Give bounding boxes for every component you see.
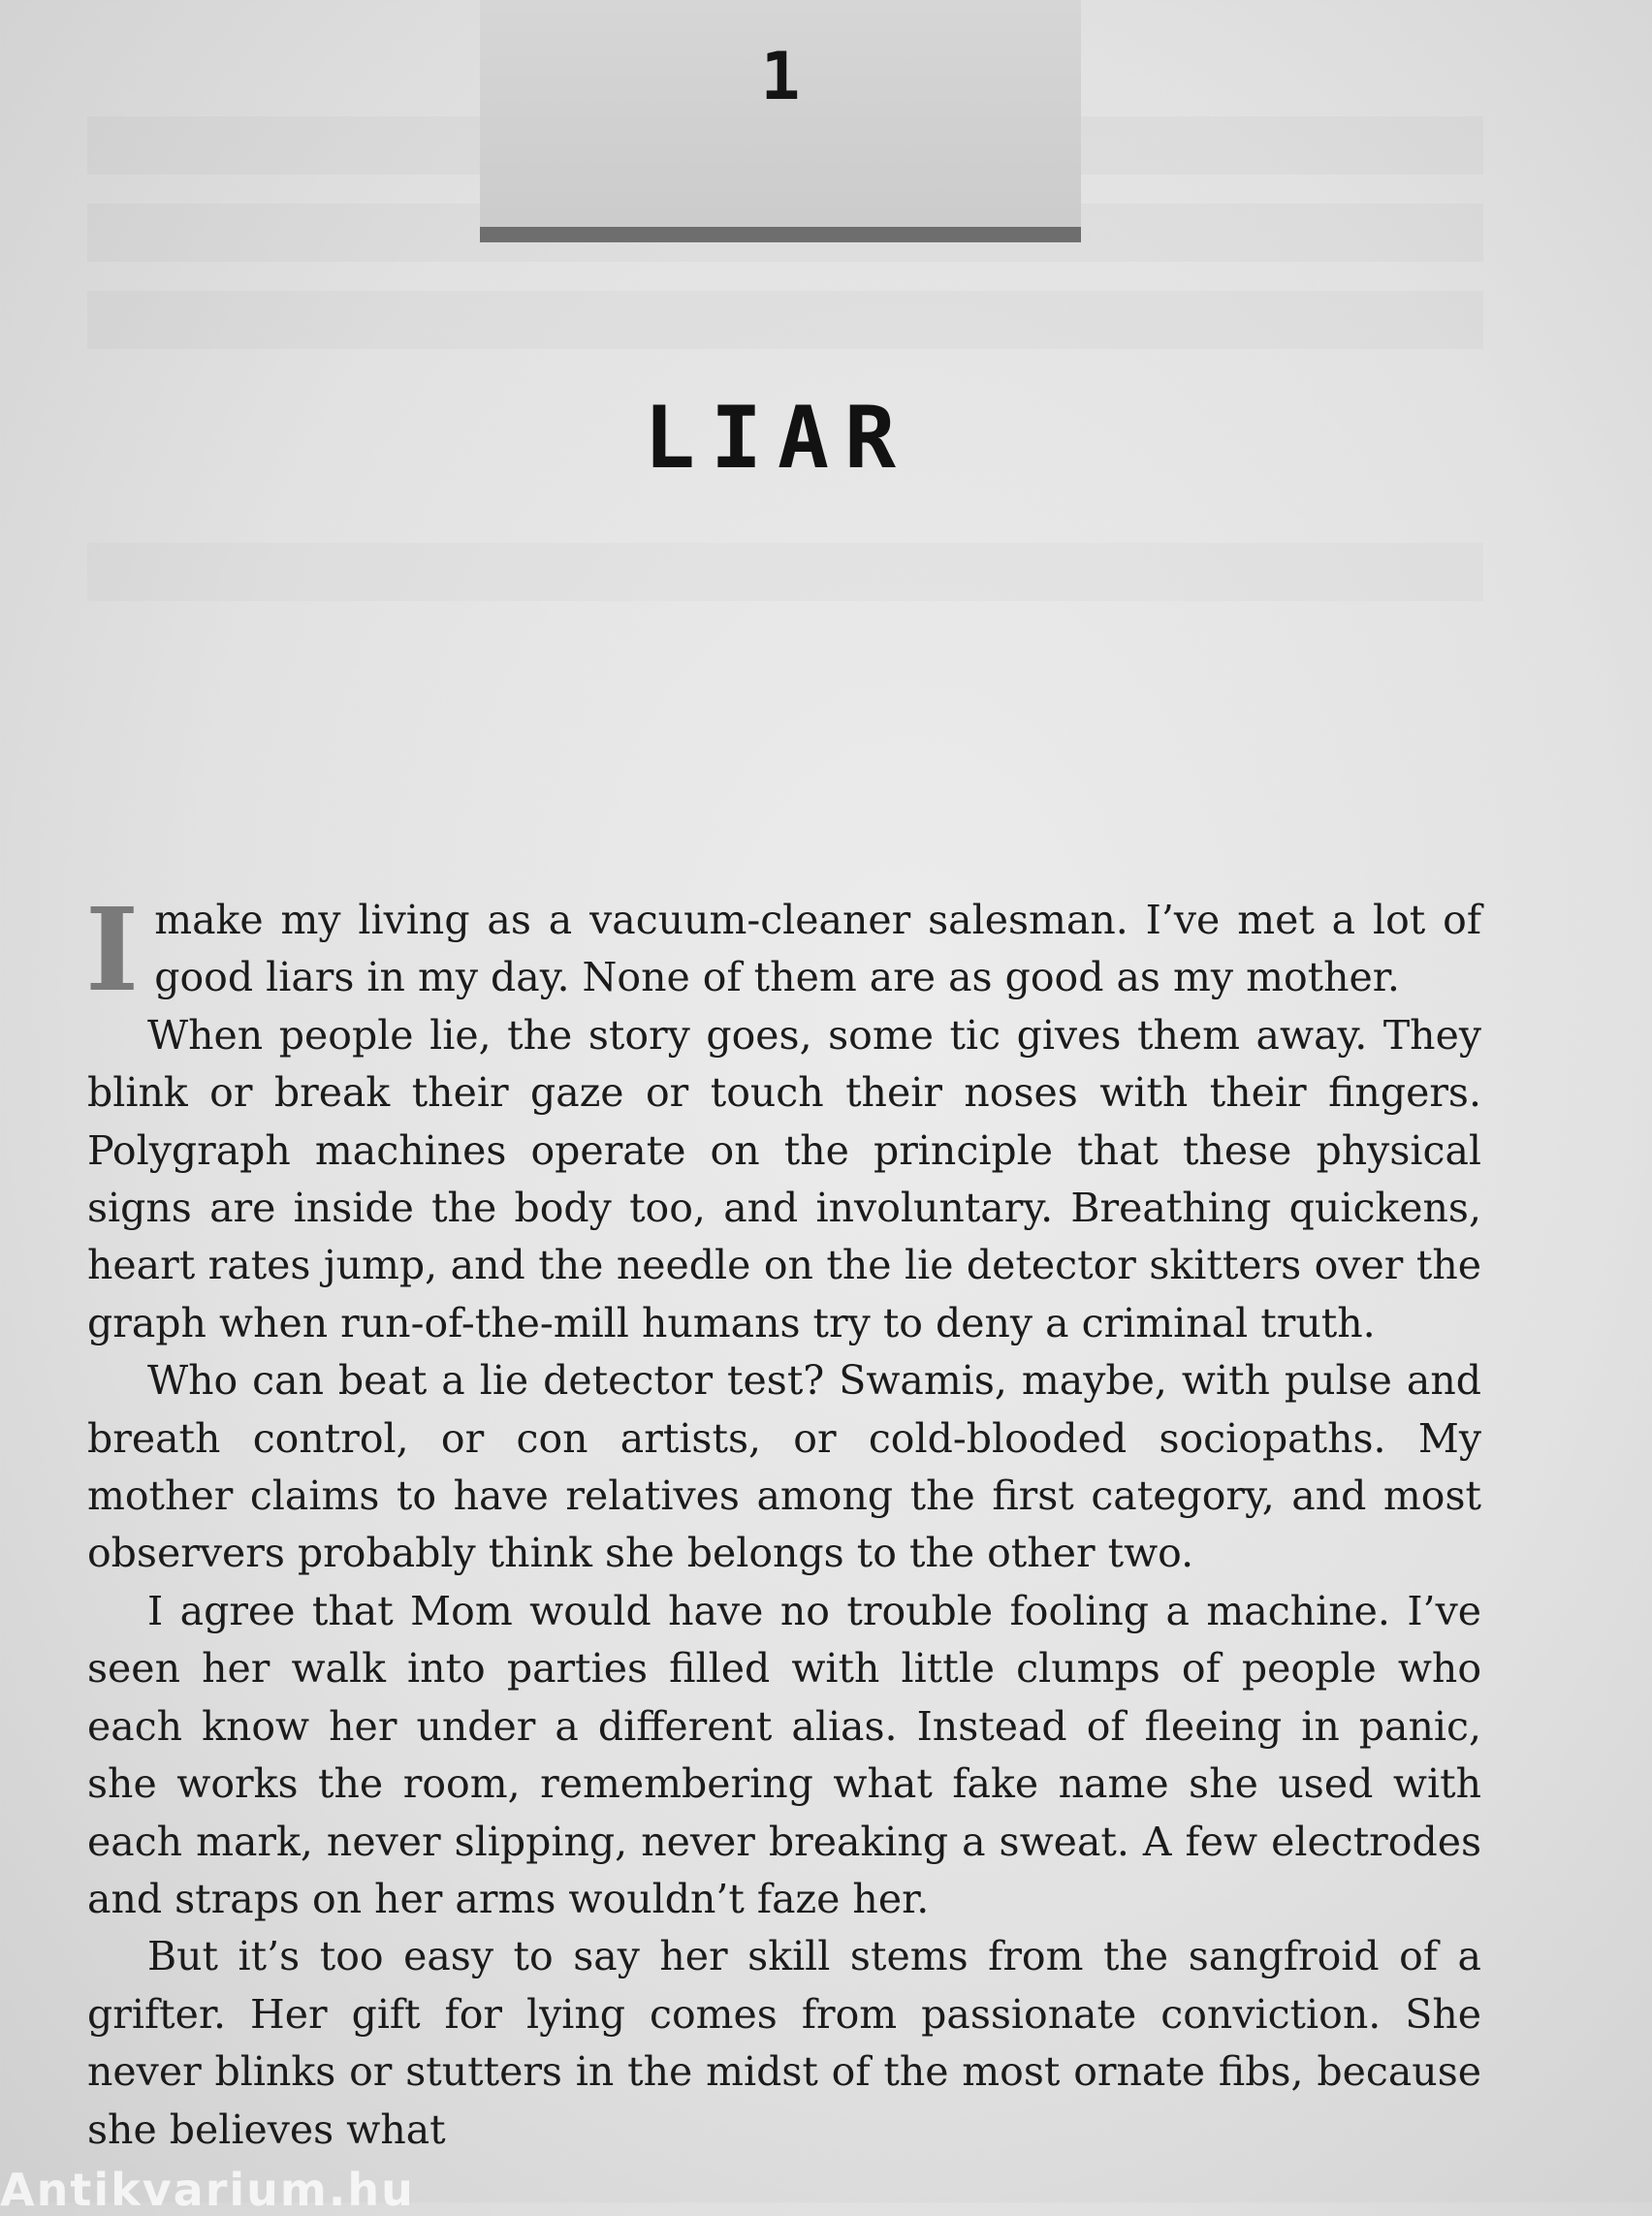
paragraph-4: I agree that Mom would have no trouble fooling a machine. I’ve seen her walk into parties filled with little clumps of people who each know her under a different alias. Instead of fleeing in panic, she works the room, remembering what fake name she used with each mark, never slipping, never breaking a sweat. A few electrodes and straps on her arms wouldn’t faze her. [87, 1587, 1481, 1922]
chapter-number: 1 [760, 39, 801, 115]
chapter-body [85, 882, 1481, 2159]
paragraph-1 [85, 882, 1481, 1017]
watermark: Antikvarium.hu [0, 2164, 415, 2216]
chapter-rule [480, 227, 1081, 242]
paragraph-5: But it’s too easy to say her skill stems from the sangfroid of a grifter. Her gift for lying comes from passionate conviction. She never blinks or stutters in the midst of the most ornate fibs, because she believes what [87, 1933, 1481, 2153]
paragraph-1-text: make my living as a vacuum-cleaner salesman. I’ve met a lot of good liars in my day. None of them are as good as my mother. [154, 897, 1481, 1001]
paragraph-2: When people lie, the story goes, some tic gives them away. They blink or break their gaze or touch their noses with their fingers. Polygraph machines operate on the principle that these physical signs are inside the body too, and involuntary. Breathing quickens, heart rates jump, and the needle on the lie detector skitters over the graph when run-of-the-mill humans try to deny a criminal truth. [87, 1011, 1481, 1346]
drop-cap: I [85, 882, 140, 1017]
chapter-number-box [480, 0, 1081, 242]
chapter-title: LIAR [644, 388, 911, 488]
paragraph-3: Who can beat a lie detector test? Swamis, maybe, with pulse and breath control, or con artists, or cold-blooded sociopaths. My mother claims to have relatives among the first category, and most observers probably think she belongs to the other two. [87, 1357, 1481, 1577]
